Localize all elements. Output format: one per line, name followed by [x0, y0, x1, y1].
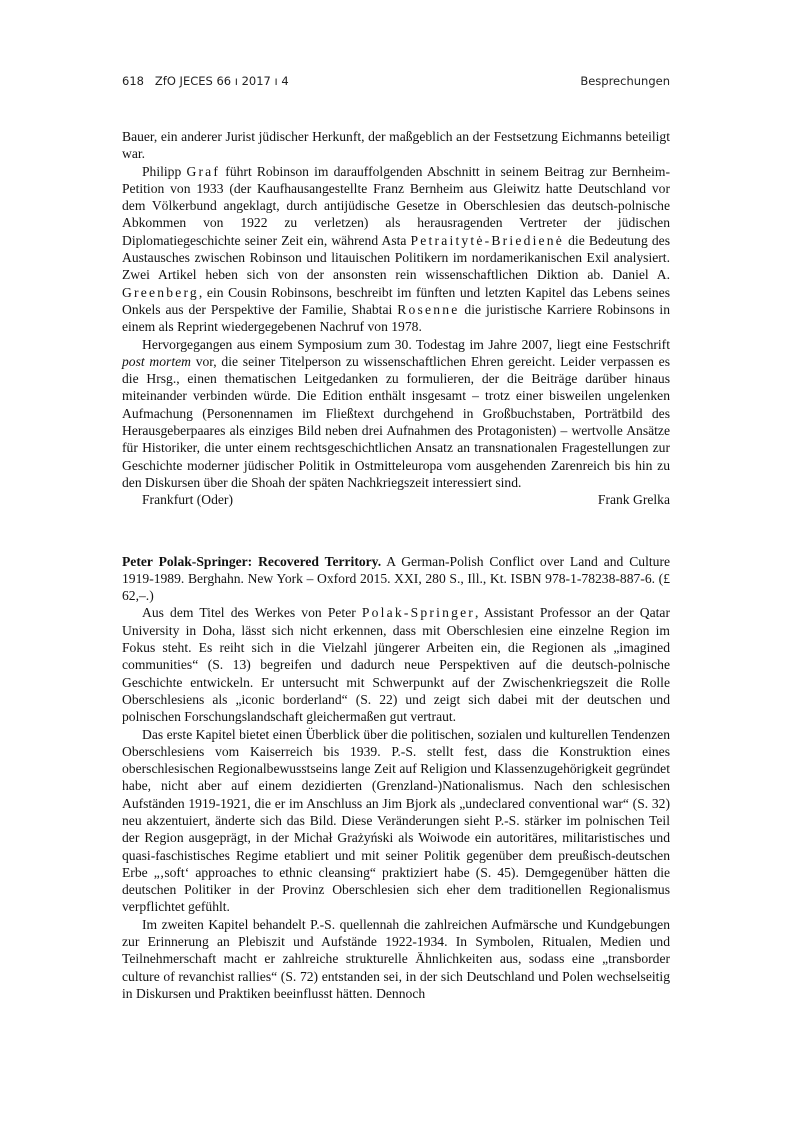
paragraph: [122, 163, 670, 336]
paragraph: Das erste Kapitel bietet einen Überblick über die politischen, sozialen und kulturellen Tendenzen Oberschlesiens vom Kaiserreich bis 1939. P.-S. stellt fest, dass die Konstruktion eines oberschlesischen Regionalbewusstseins lange Zeit auf Religion und Klassenzugehörigkeit gegründet habe, nicht aber auf einem dezidierten (Grenzland-)Nationalismus. Nach den schlesischen Aufständen 1919-1921, die er im Anschluss an Jim Bjork als „undeclared conventional war“ (S. 32) neu akzentuiert, änderte sich das Bild. Diese Veränderungen sieht P.-S. stärker im polnischen Teil der Region ausgeprägt, in der Michał Grażyński als Woiwode ein autoritäres, militaristisches und quasi-faschistisches Regime etabliert und mit seiner Politik gegenüber dem preußisch-deutschen Erbe „‚soft‘ approaches to ethnic cleansing“ praktiziert habe (S. 45). Demgegenüber hätten die deutschen Politiker in der Provinz Oberschlesien sich eher dem traditionellen Regionalismus verpflichtet gefühlt.: [122, 726, 670, 915]
author-name: Polak-Springer: [361, 605, 476, 621]
text-run: Hervorgegangen aus einem Symposium zum 30. Todestag im Jahre 2007, liegt eine Festschrift: [142, 336, 670, 352]
article-body: [122, 128, 670, 1002]
paragraph: [122, 604, 670, 725]
text-run: die juristische Karriere Robinsons in einem als Reprint wiedergegebenen Nachruf von 1978.: [122, 301, 670, 335]
paragraph: Im zweiten Kapitel behandelt P.-S. quellennah die zahlreichen Aufmärsche und Kundgebungen zur Erinnerung an Plebiszit und Aufstände 1922-1934. In Symbolen, Ritualen, Medien und Teilnehmerschaft macht er zahlreiche strukturelle Ähnlichkeiten aus, sodass eine „transborder culture of revanchist rallies“ (S. 72) entstanden sei, in der sich Deutschland und Polen wechselseitig in Diskursen und Praktiken beeinflusst hätten. Dennoch: [122, 916, 670, 1001]
review-polak-springer: [122, 553, 670, 1003]
journal-title: ZfO JECES 66 ı 2017 ı 4: [154, 74, 289, 88]
text-run: die Bedeutung des Austausches zwischen Robinson und litauischen Politikern im nordamerikanischen Exil analysiert. Zwei Artikel heben sich von der ansonsten rein wissenschaftlichen Diktion ab. Daniel A.: [122, 232, 670, 283]
italic-term: post mortem: [122, 353, 191, 369]
author-name: Petraitytė-Briedienė: [410, 232, 565, 248]
text-run: , ein Cousin Robinsons, beschreibt im fünften und letzten Kapitel das Lebens seines Onkels aus der Perspektive der Familie, Shabtai: [122, 284, 670, 317]
reviewer-place: Frankfurt (Oder): [142, 492, 233, 508]
book-details: A German-Polish Conflict over Land and Culture 1919-1989. Berghahn. New York – Oxford 2015. XXI, 280 S., Ill., Kt. ISBN 978-1-78238-887-6. (£ 62,–.): [122, 553, 671, 604]
paragraph: Bauer, ein anderer Jurist jüdischer Herkunft, der maßgeblich an der Festsetzung Eichmanns beteiligt war.: [122, 129, 670, 162]
book-title: Peter Polak-Springer: Recovered Territory.: [122, 553, 382, 569]
review-separator: [122, 509, 670, 553]
header-left: [122, 74, 289, 88]
text-run: , Assistant Professor an der Qatar University in Doha, lässt sich nicht erkennen, dass mit Oberschlesien eine einzelne Region im Fokus steht. Es reiht sich in die Vielzahl jüngerer Arbeiten ein, die Regionen als „imagined communities“ (S. 13) begreifen und dadurch neue Perspektiven auf die deutsch-polnische Geschichte entwickeln. Er untersucht mit Schwerpunkt auf der Zwischenkriegszeit die Rolle Oberschlesiens als „iconic borderland“ (S. 22) und zeigt sich dabei mit der deutschen und polnischen Forschungslandschaft gleichermaßen gut vertraut.: [122, 605, 670, 725]
text-run: führt Robinson im darauffolgenden Abschnitt in seinem Beitrag zur Bernheim-Petition von 1933 (der Kaufhausangestellte Franz Bernheim aus Gleiwitz hatte Deutschland vor dem Völkerbund angeklagt, durch antijüdische Gesetze in Oberschlesien das deutsch-polnische Abkommen von 1922 zu verletzen) als herausragenden Vertreter der jüdischen Diplomatiegeschichte seiner Zeit ein, während Asta: [122, 163, 670, 248]
author-name: Greenberg: [122, 284, 199, 300]
text-run: Aus dem Titel des Werkes von Peter: [142, 605, 362, 621]
paragraph: [122, 336, 670, 492]
review-heading: [122, 553, 670, 605]
reviewer-name: Frank Grelka: [597, 492, 670, 508]
running-header: [122, 74, 670, 92]
page-number: 618: [122, 74, 144, 88]
text-run: Philipp: [142, 163, 187, 179]
author-name: Rosenne: [397, 301, 460, 317]
review-grelka: [122, 128, 670, 509]
text-run: vor, die seiner Titelperson zu wissenschaftlichen Ehren gereicht. Leider verpassen es die Hrsg., einen thematischen Leitgedanken zu formulieren, der die Beiträge darüber hinaus miteinander verbinden würde. Die Edition enthält insgesamt – trotz einer bisweilen ungelenken Aufmachung (Personennamen im Fließtext durchgehend in Großbuchstaben, Porträtbild des Herausgeberpaares als einziges Bild neben drei Aufnahmen des Protagonisten) – wertvolle Ansätze für Historiker, die unter einem rechtsgeschichtlichen Ansatz an transnationalen Fragestellungen zur Geschichte moderner jüdischer Politik in Ostmitteleuropa vom ausgehenden Zarenreich bis hin zu den Diskursen über die Shoah der späten Nachkriegszeit interessiert sind.: [122, 353, 671, 490]
author-name: Graf: [186, 163, 221, 179]
section-title: Besprechungen: [580, 74, 670, 88]
signature-line: [122, 491, 670, 508]
